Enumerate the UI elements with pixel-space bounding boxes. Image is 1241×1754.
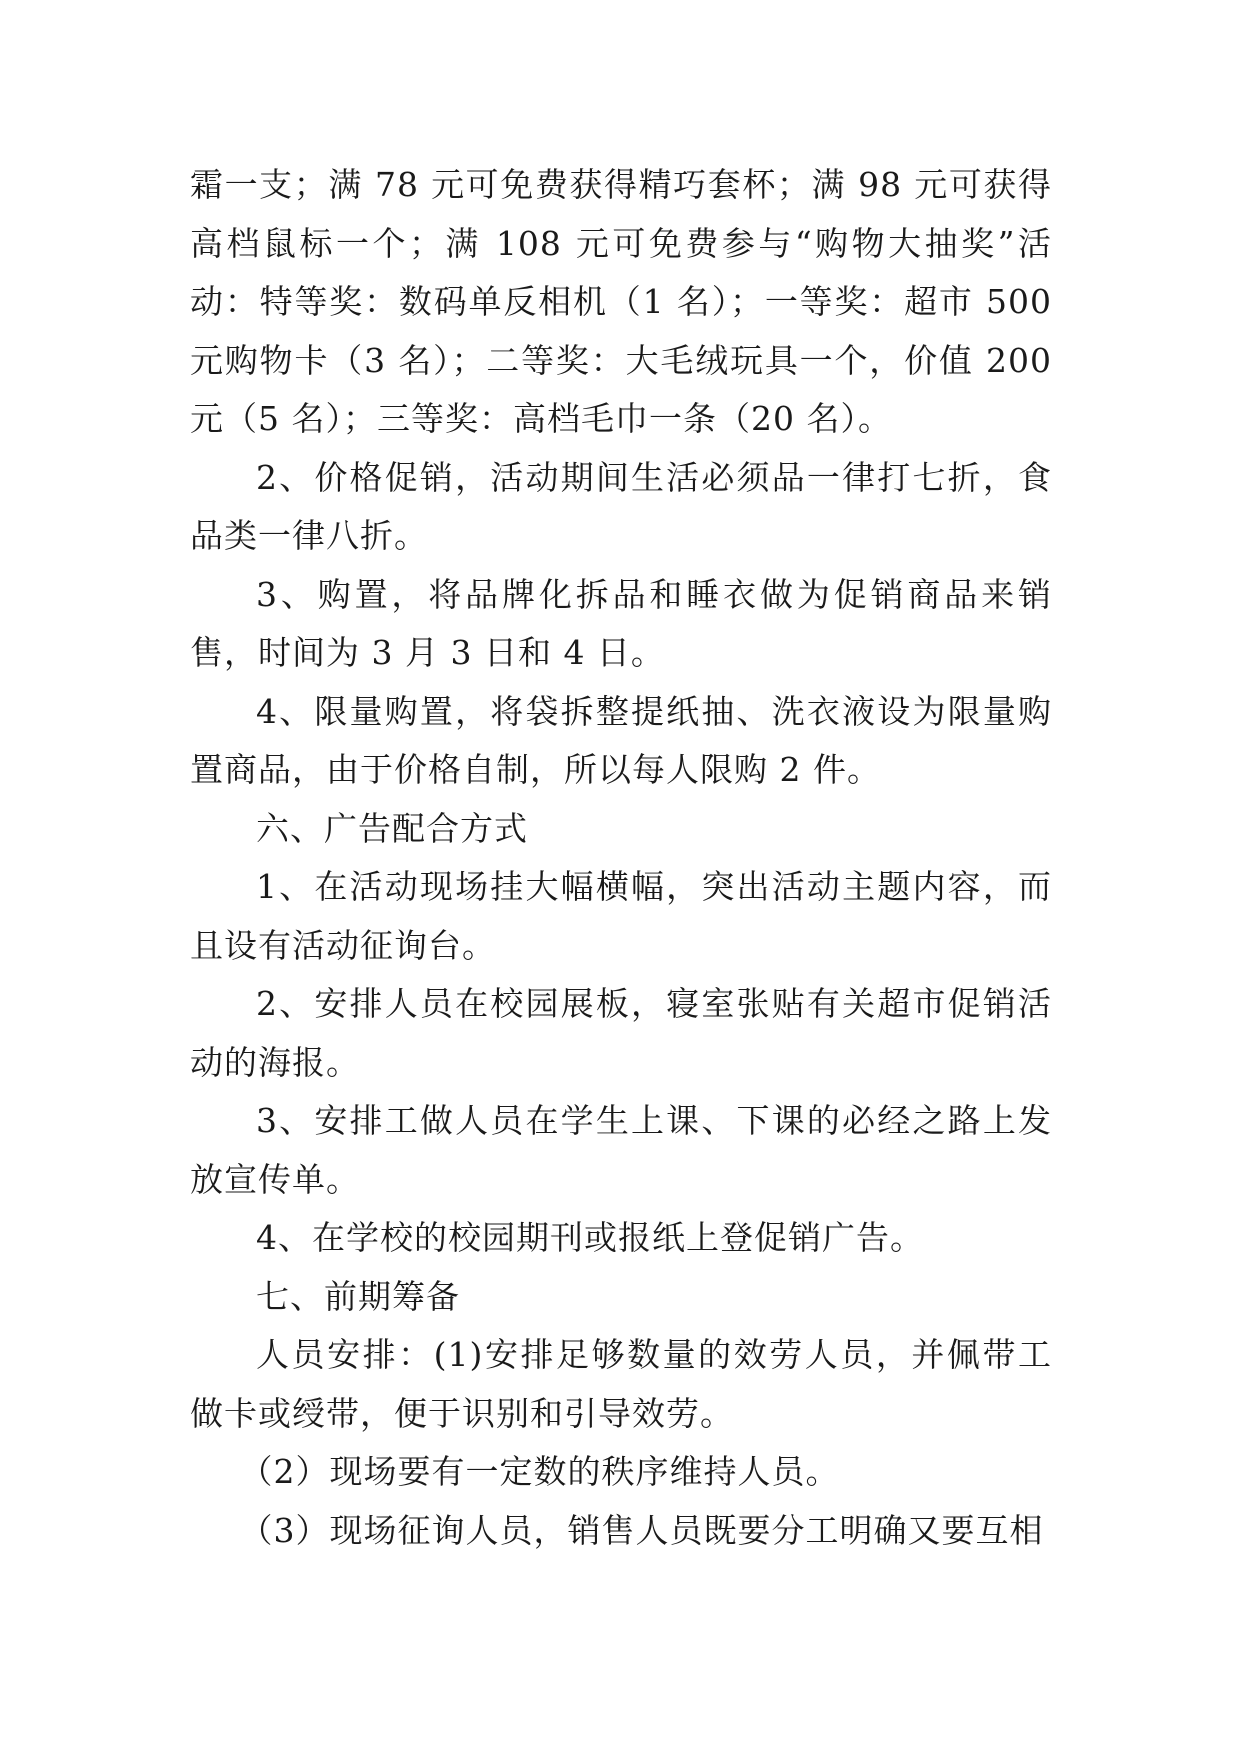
paragraph-order-staff: （2）现场要有一定数的秩序维持人员。 bbox=[239, 1452, 840, 1491]
paragraph-banner: 1、在活动现场挂大幅横幅，突出活动主题内容，而且设有活动征询台。 bbox=[190, 867, 1052, 965]
paragraph-staffing: 人员安排：(1)安排足够数量的效劳人员，并佩带工做卡或绶带，便于识别和引导效劳。 bbox=[190, 1335, 1052, 1433]
paragraph-posters: 2、安排人员在校园展板，寝室张贴有关超市促销活动的海报。 bbox=[190, 984, 1052, 1082]
section-heading-advertising: 六、广告配合方式 bbox=[256, 808, 528, 848]
section-heading-preparation: 七、前期筹备 bbox=[256, 1276, 460, 1316]
paragraph-consultation-staff: （3）现场征询人员，销售人员既要分工明确又要互相 bbox=[239, 1510, 1044, 1550]
paragraph-price-promotion: 2、价格促销，活动期间生活必须品一律打七折，食品类一律八折。 bbox=[190, 457, 1052, 555]
paragraph-limited-purchase: 4、限量购置，将袋拆整提纸抽、洗衣液设为限量购置商品，由于价格自制，所以每人限购 2 件。 bbox=[190, 691, 1052, 789]
paragraph-prize-list: 霜一支；满 78 元可免费获得精巧套杯；满 98 元可获得高档鼠标一个；满 108 元可免费参与“购物大抽奖”活动：特等奖：数码单反相机（1 名）；一等奖：超市 500 元购物卡（3 名）；二等奖：大毛绒玩具一个，价值 200 元（5 名）；三等奖：高档毛巾一条（20 名）。 bbox=[190, 165, 1052, 438]
paragraph-newspaper-ads: 4、在学校的校园期刊或报纸上登促销广告。 bbox=[256, 1218, 924, 1257]
paragraph-purchase: 3、购置，将品牌化拆品和睡衣做为促销商品来销售，时间为 3 月 3 日和 4 日。 bbox=[190, 574, 1052, 672]
paragraph-flyers: 3、安排工做人员在学生上课、下课的必经之路上发放宣传单。 bbox=[190, 1101, 1052, 1199]
document-body bbox=[190, 156, 1052, 1560]
